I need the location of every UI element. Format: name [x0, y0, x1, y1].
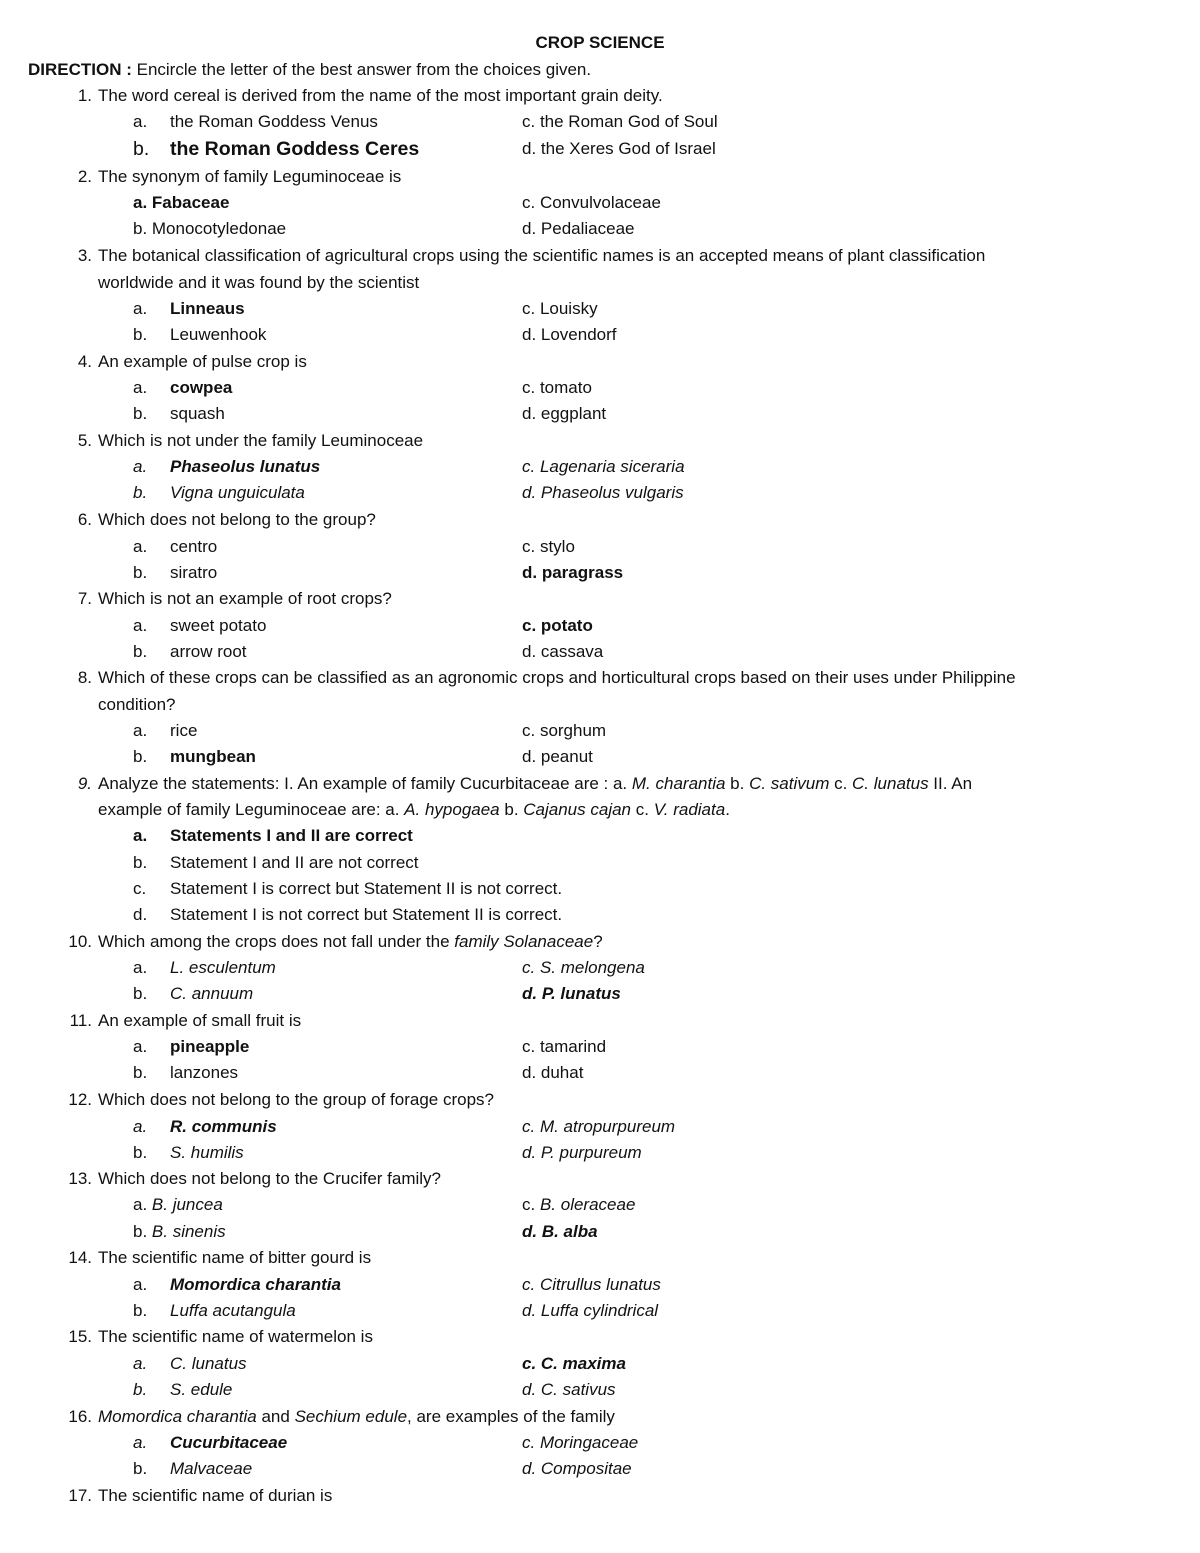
text-segment: example of family Leguminoceae are: a. [98, 800, 405, 819]
question-number: 8. [77, 668, 92, 687]
question-number: 4. [77, 352, 92, 371]
choice-text-right: d. C. sativus [522, 1380, 616, 1399]
text-segment: B. sinenis [151, 1222, 226, 1241]
choice-letter[interactable]: a. [133, 537, 148, 556]
text-segment: . [725, 800, 730, 819]
choice-letter[interactable]: a. [133, 457, 148, 476]
choice-letter[interactable]: c. [133, 879, 147, 898]
choice-text-right: c. Lagenaria siceraria [522, 457, 685, 476]
question-number: 2. [77, 167, 92, 186]
choice-text-left: centro [170, 537, 218, 556]
text-segment: and [256, 1407, 295, 1426]
text-segment: II. An [928, 774, 973, 793]
question-text: Which does not belong to the group of forage crops? [98, 1090, 494, 1109]
choice-text-right: c. tomato [522, 378, 592, 397]
question-number: 5. [77, 431, 92, 450]
choice-letter[interactable]: b. [133, 1459, 148, 1478]
text-segment: Cajanus cajan [523, 800, 632, 819]
question-text: The synonym of family Leguminoceae is [98, 167, 402, 186]
choice-text-left: S. edule [170, 1380, 233, 1399]
question-text: Which is not under the family Leuminoceae [98, 431, 424, 450]
choice-text-left: C. annuum [170, 984, 254, 1003]
choice-text-left: the Roman Goddess Ceres [170, 138, 420, 160]
question-number: 10. [68, 932, 92, 951]
question-text: Which does not belong to the Crucifer family? [98, 1169, 442, 1188]
choice-letter[interactable]: d. [133, 905, 148, 924]
choice-left: a. Fabaceae [133, 193, 230, 212]
direction-text: Encircle the letter of the best answer from the choices given. [131, 60, 592, 79]
question-text: Which is not an example of root crops? [98, 589, 392, 608]
question-number: 7. [77, 589, 92, 608]
choice-text-left: Leuwenhook [170, 325, 267, 344]
text-segment: , are examples of the family [407, 1407, 615, 1426]
choice-text-left: sweet potato [170, 616, 267, 635]
question-text-continued: condition? [98, 695, 176, 714]
choice-text-right: d. Phaseolus vulgaris [522, 483, 684, 502]
choice-text-left: Statements I and II are correct [170, 826, 413, 845]
choice-text-left: rice [170, 721, 198, 740]
question-text: An example of small fruit is [98, 1011, 302, 1030]
choice-letter[interactable]: a. [133, 958, 148, 977]
choice-text-right: c. M. atropurpureum [522, 1117, 676, 1136]
text-segment: c. [522, 1195, 540, 1214]
question-number: 16. [68, 1407, 92, 1426]
text-segment: b. [133, 1222, 152, 1241]
choice-letter[interactable]: a. [133, 721, 148, 740]
question-text: An example of pulse crop is [98, 352, 307, 371]
choice-text-left: lanzones [170, 1063, 239, 1082]
choice-text-right: c. Convulvolaceae [522, 193, 661, 212]
choice-text-right: d. P. lunatus [522, 984, 621, 1003]
text-segment: Sechium edule [294, 1407, 408, 1426]
choice-text-left: Vigna unguiculata [170, 483, 305, 502]
question-number: 6. [77, 510, 92, 529]
choice-text-right: d. paragrass [522, 563, 624, 582]
choice-text-left: Statement I and II are not correct [170, 853, 419, 872]
choice-text-right: d. B. alba [522, 1222, 598, 1241]
choice-letter[interactable]: b. [133, 563, 148, 582]
choice-left [133, 1192, 513, 1218]
choice-text-left: cowpea [170, 378, 233, 397]
choice-letter[interactable]: a. [133, 1037, 148, 1056]
text-segment: c. [829, 774, 853, 793]
question-text-continued [98, 797, 1178, 823]
question-text [98, 771, 1178, 797]
question-number: 13. [68, 1169, 92, 1188]
choice-text-left: Linneaus [170, 299, 245, 318]
text-segment: C. lunatus [852, 774, 929, 793]
choice-text-right: d. Pedaliaceae [522, 219, 635, 238]
text-segment: C. sativum [749, 774, 830, 793]
choice-letter[interactable]: a. [133, 1117, 148, 1136]
choice-text-right: c. Moringaceae [522, 1433, 639, 1452]
text-segment: B. juncea [151, 1195, 223, 1214]
choice-letter[interactable]: b. [133, 984, 148, 1003]
text-segment: b. [499, 800, 524, 819]
text-segment: Momordica charantia [98, 1407, 257, 1426]
choice-letter[interactable]: b. [133, 642, 148, 661]
choice-text-right: d. the Xeres God of Israel [522, 139, 716, 158]
choice-text-right: d. duhat [522, 1063, 584, 1082]
text-segment: ? [593, 932, 603, 951]
choice-text-left: squash [170, 404, 225, 423]
question-number: 3. [77, 246, 92, 265]
direction-label: DIRECTION : [28, 60, 132, 79]
choice-letter[interactable]: b. [133, 853, 148, 872]
text-segment: a. [133, 1195, 152, 1214]
choice-left [133, 1219, 513, 1245]
choice-text-right: d. peanut [522, 747, 593, 766]
choice-letter[interactable]: b. [133, 1143, 148, 1162]
choice-letter[interactable]: a. [133, 1275, 148, 1294]
choice-text-right: d. cassava [522, 642, 604, 661]
choice-letter[interactable]: a. [133, 826, 148, 845]
question-text: The word cereal is derived from the name of the most important grain deity. [98, 86, 663, 105]
choice-text-right: d. Compositae [522, 1459, 632, 1478]
choice-letter[interactable]: a. [133, 616, 148, 635]
choice-text-right: c. the Roman God of Soul [522, 112, 718, 131]
choice-letter[interactable]: a. [133, 1433, 148, 1452]
text-segment: c. [631, 800, 654, 819]
choice-letter[interactable]: b. [133, 325, 148, 344]
choice-text-left: S. humilis [170, 1143, 244, 1162]
choice-letter[interactable]: b. [133, 1380, 148, 1399]
choice-text-left: Luffa acutangula [170, 1301, 296, 1320]
direction-line [28, 60, 591, 80]
text-segment: M. charantia [631, 774, 726, 793]
choice-text-right: c. Citrullus lunatus [522, 1275, 661, 1294]
choice-text-left: C. lunatus [170, 1354, 247, 1373]
choice-text-right: c. Louisky [522, 299, 598, 318]
text-segment: B. oleraceae [539, 1195, 636, 1214]
text-segment: Which among the crops does not fall under the [98, 932, 455, 951]
choice-text-right [522, 1192, 1162, 1218]
choice-text-left: L. esculentum [170, 958, 276, 977]
text-segment: family Solanaceae [454, 932, 594, 951]
question-text: The botanical classification of agricultural crops using the scientific names is an accepted means of plant classification [98, 246, 986, 265]
question-text: The scientific name of watermelon is [98, 1327, 373, 1346]
choice-text-left: siratro [170, 563, 218, 582]
question-number: 15. [68, 1327, 92, 1346]
choice-letter[interactable]: a. [133, 378, 148, 397]
choice-text-left: the Roman Goddess Venus [170, 112, 378, 131]
choice-letter[interactable]: b. [133, 1063, 148, 1082]
choice-letter[interactable]: b. [133, 404, 148, 423]
choice-letter[interactable]: b. [133, 138, 150, 160]
choice-text-right: c. C. maxima [522, 1354, 626, 1373]
choice-left: b. Monocotyledonae [133, 219, 287, 238]
text-segment: Analyze the statements: I. An example of family Cucurbitaceae are : a. [98, 774, 632, 793]
question-number: 9. [77, 774, 92, 793]
question-number: 1. [77, 86, 92, 105]
choice-text-right: d. Lovendorf [522, 325, 617, 344]
question-text [98, 1404, 1178, 1430]
choice-text-right: d. Luffa cylindrical [522, 1301, 659, 1320]
choice-text-right: c. tamarind [522, 1037, 607, 1056]
question-text: Which of these crops can be classified as an agronomic crops and horticultural crops based on their uses under Philippine [98, 668, 1016, 687]
choice-text-left: Statement I is correct but Statement II is not correct. [170, 879, 563, 898]
choice-text-right: c. potato [522, 616, 593, 635]
choice-text-right: c. stylo [522, 537, 575, 556]
choice-text-left: arrow root [170, 642, 247, 661]
text-segment: b. [725, 774, 750, 793]
choice-text-left: Malvaceae [170, 1459, 253, 1478]
choice-text-left: Phaseolus lunatus [170, 457, 321, 476]
text-segment: A. hypogaea [404, 800, 500, 819]
question-text: The scientific name of durian is [98, 1486, 333, 1505]
question-text [98, 929, 1178, 955]
document-title: CROP SCIENCE [535, 33, 665, 52]
question-text: Which does not belong to the group? [98, 510, 376, 529]
text-segment: V. radiata [653, 800, 726, 819]
choice-letter[interactable]: b. [133, 747, 148, 766]
choice-text-left: pineapple [170, 1037, 250, 1056]
question-number: 11. [69, 1011, 92, 1030]
choice-letter[interactable]: a. [133, 1354, 148, 1373]
choice-text-left: Cucurbitaceae [170, 1433, 288, 1452]
question-number: 17. [68, 1486, 92, 1505]
question-text-continued: worldwide and it was found by the scientist [98, 273, 420, 292]
choice-text-right: c. sorghum [522, 721, 607, 740]
question-number: 12. [68, 1090, 92, 1109]
choice-text-right: c. S. melongena [522, 958, 645, 977]
choice-text-right: d. eggplant [522, 404, 607, 423]
choice-text-left: Momordica charantia [170, 1275, 341, 1294]
choice-letter[interactable]: a. [133, 299, 148, 318]
choice-text-left: R. communis [170, 1117, 277, 1136]
choice-letter[interactable]: b. [133, 1301, 148, 1320]
choice-letter[interactable]: b. [133, 483, 148, 502]
choice-text-right: d. P. purpureum [522, 1143, 642, 1162]
choice-text-left: Statement I is not correct but Statement II is correct. [170, 905, 563, 924]
choice-text-left: mungbean [170, 747, 256, 766]
question-text: The scientific name of bitter gourd is [98, 1248, 372, 1267]
question-number: 14. [68, 1248, 92, 1267]
choice-letter[interactable]: a. [133, 112, 148, 131]
